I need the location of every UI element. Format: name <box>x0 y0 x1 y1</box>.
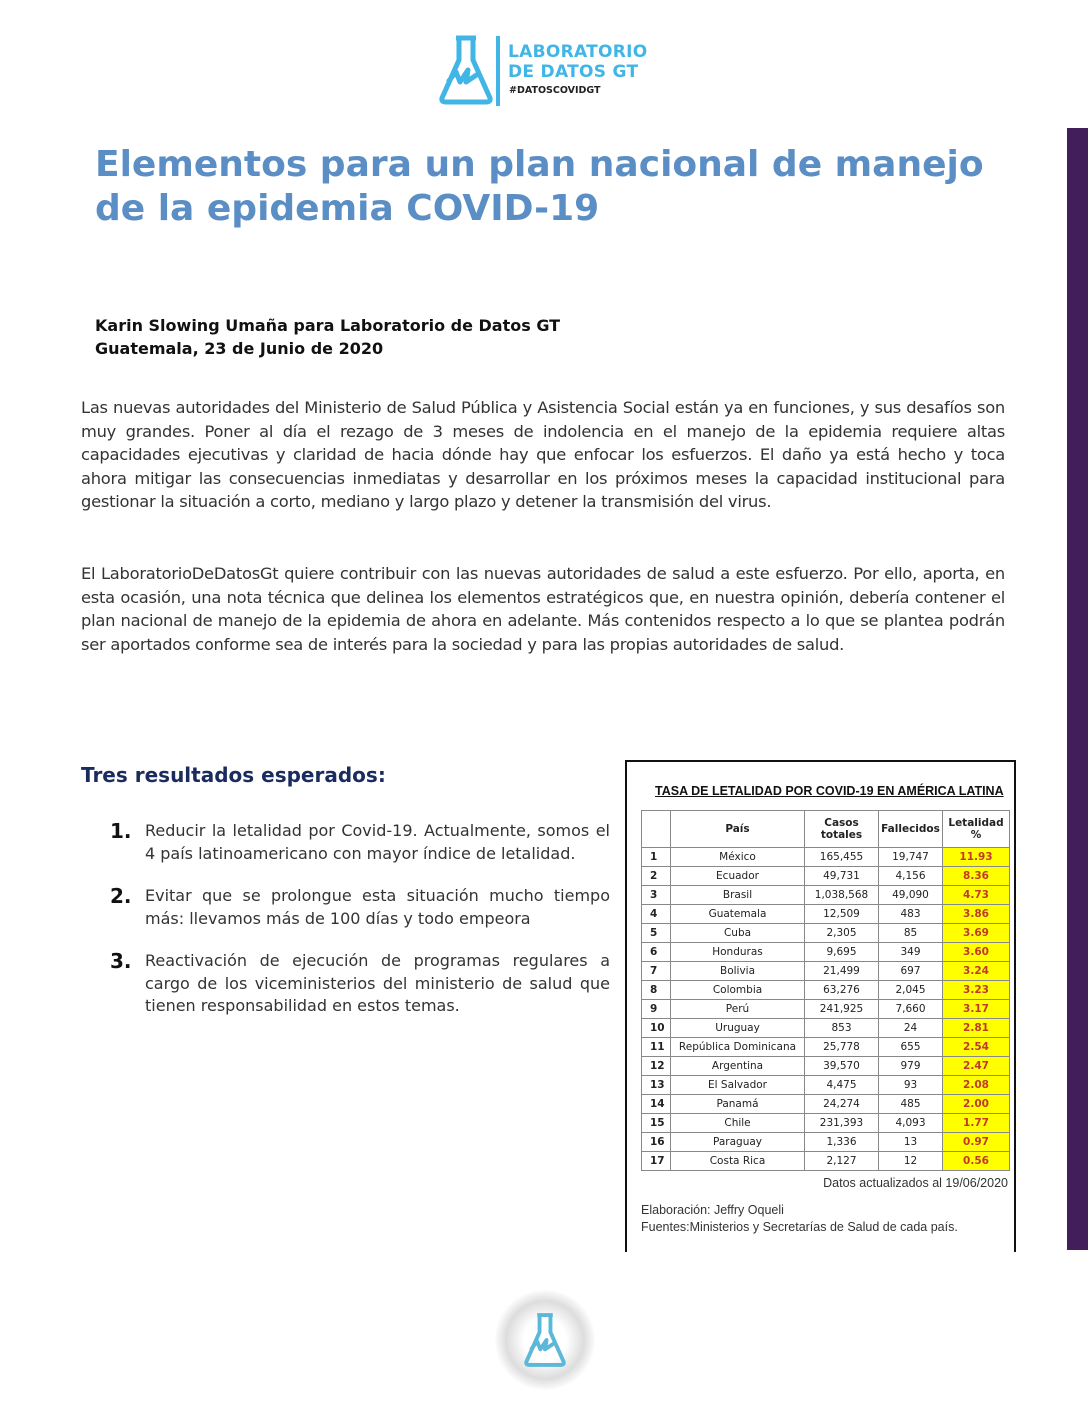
row-deaths: 979 <box>879 1057 943 1076</box>
logo-line-2: DE DATOS GT <box>508 62 639 82</box>
row-cases: 2,305 <box>805 924 879 943</box>
row-lethality: 2.81 <box>943 1019 1010 1038</box>
table-row <box>642 1000 1010 1019</box>
table-row <box>642 1152 1010 1171</box>
row-deaths: 4,093 <box>879 1114 943 1133</box>
row-cases: 1,038,568 <box>805 886 879 905</box>
row-cases: 2,127 <box>805 1152 879 1171</box>
row-country: México <box>671 848 805 867</box>
row-cases: 63,276 <box>805 981 879 1000</box>
row-deaths: 655 <box>879 1038 943 1057</box>
row-lethality: 3.23 <box>943 981 1010 1000</box>
results-list <box>110 820 610 1038</box>
row-rank: 13 <box>642 1076 671 1095</box>
result-number: 2. <box>110 884 132 908</box>
credit-sources: Fuentes:Ministerios y Secretarías de Salud de cada país. <box>641 1220 958 1234</box>
table-row <box>642 1076 1010 1095</box>
row-country: Bolivia <box>671 962 805 981</box>
row-deaths: 49,090 <box>879 886 943 905</box>
row-rank: 5 <box>642 924 671 943</box>
row-country: Cuba <box>671 924 805 943</box>
logo-hashtag: #DATOSCOVIDGT <box>509 85 601 96</box>
row-deaths: 19,747 <box>879 848 943 867</box>
table-row <box>642 943 1010 962</box>
row-country: Chile <box>671 1114 805 1133</box>
row-deaths: 13 <box>879 1133 943 1152</box>
results-heading: Tres resultados esperados: <box>81 763 386 787</box>
header-cases: Casos totales <box>805 811 879 848</box>
row-deaths: 485 <box>879 1095 943 1114</box>
row-cases: 4,475 <box>805 1076 879 1095</box>
row-country: Colombia <box>671 981 805 1000</box>
row-lethality: 2.08 <box>943 1076 1010 1095</box>
row-cases: 12,509 <box>805 905 879 924</box>
byline-place-date: Guatemala, 23 de Junio de 2020 <box>95 339 384 358</box>
row-lethality: 3.24 <box>943 962 1010 981</box>
side-accent-bar <box>1067 128 1088 1250</box>
header-lethality: Letalidad % <box>943 811 1010 848</box>
row-deaths: 483 <box>879 905 943 924</box>
table-row <box>642 1133 1010 1152</box>
table-row <box>642 1019 1010 1038</box>
table-row <box>642 924 1010 943</box>
row-lethality: 3.86 <box>943 905 1010 924</box>
result-number: 3. <box>110 949 132 973</box>
row-lethality: 4.73 <box>943 886 1010 905</box>
row-deaths: 12 <box>879 1152 943 1171</box>
flask-icon <box>520 1312 570 1368</box>
byline-author: Karin Slowing Umaña para Laboratorio de Datos GT <box>95 316 561 335</box>
row-deaths: 697 <box>879 962 943 981</box>
header-logo <box>438 34 668 108</box>
row-country: Perú <box>671 1000 805 1019</box>
row-rank: 7 <box>642 962 671 981</box>
intro-paragraph: Las nuevas autoridades del Ministerio de Salud Pública y Asistencia Social están ya en funciones, y sus desafíos son muy grandes. Poner al día el rezago de 3 meses de indolencia en el manejo de la epidemia requiere altas capacidades ejecutivas y claridad de hacia dónde hay que enfocar los esfuerzos. El daño ya está hecho y toca ahora mitigar las consecuencias inmediatas y desarrollar en los próximos meses la capacidad institucional para gestionar la situación a corto, mediano y largo plazo y detener la transmisión del virus. <box>81 398 1005 511</box>
row-lethality: 2.47 <box>943 1057 1010 1076</box>
row-rank: 4 <box>642 905 671 924</box>
row-rank: 1 <box>642 848 671 867</box>
header-rank <box>642 811 671 848</box>
row-country: República Dominicana <box>671 1038 805 1057</box>
footer-logo <box>495 1290 595 1390</box>
table-row <box>642 981 1010 1000</box>
row-cases: 24,274 <box>805 1095 879 1114</box>
row-deaths: 93 <box>879 1076 943 1095</box>
table-row <box>642 886 1010 905</box>
result-number: 1. <box>110 819 132 843</box>
row-lethality: 0.97 <box>943 1133 1010 1152</box>
table-row <box>642 962 1010 981</box>
row-country: Paraguay <box>671 1133 805 1152</box>
row-cases: 25,778 <box>805 1038 879 1057</box>
row-country: Argentina <box>671 1057 805 1076</box>
row-rank: 12 <box>642 1057 671 1076</box>
result-text: Reducir la letalidad por Covid-19. Actualmente, somos el 4 país latinoamericano con mayor índice de letalidad. <box>145 821 610 863</box>
row-country: Panamá <box>671 1095 805 1114</box>
row-rank: 17 <box>642 1152 671 1171</box>
result-text: Reactivación de ejecución de programas regulares a cargo de los viceministerios del ministerio de salud que tienen responsabilidad en estos temas. <box>145 951 610 1015</box>
lethality-table <box>641 810 1010 1171</box>
row-lethality: 2.00 <box>943 1095 1010 1114</box>
row-rank: 10 <box>642 1019 671 1038</box>
row-lethality: 8.36 <box>943 867 1010 886</box>
row-deaths: 7,660 <box>879 1000 943 1019</box>
row-rank: 6 <box>642 943 671 962</box>
row-lethality: 0.56 <box>943 1152 1010 1171</box>
row-cases: 1,336 <box>805 1133 879 1152</box>
row-country: Costa Rica <box>671 1152 805 1171</box>
row-country: Honduras <box>671 943 805 962</box>
table-row <box>642 1095 1010 1114</box>
row-lethality: 3.69 <box>943 924 1010 943</box>
list-item <box>110 885 610 930</box>
row-lethality: 3.17 <box>943 1000 1010 1019</box>
table-title: TASA DE LETALIDAD POR COVID-19 EN AMÉRICA LATINA <box>655 784 1004 798</box>
row-rank: 11 <box>642 1038 671 1057</box>
credit-author: Elaboración: Jeffry Oqueli <box>641 1203 784 1217</box>
row-rank: 16 <box>642 1133 671 1152</box>
table-body <box>642 848 1010 1171</box>
list-item <box>110 820 610 865</box>
row-deaths: 24 <box>879 1019 943 1038</box>
row-rank: 8 <box>642 981 671 1000</box>
lethality-table-figure <box>625 760 1016 1252</box>
page-title: Elementos para un plan nacional de manejo de la epidemia COVID-19 <box>95 144 984 229</box>
row-cases: 853 <box>805 1019 879 1038</box>
row-deaths: 2,045 <box>879 981 943 1000</box>
row-cases: 9,695 <box>805 943 879 962</box>
row-cases: 39,570 <box>805 1057 879 1076</box>
row-country: Uruguay <box>671 1019 805 1038</box>
row-country: El Salvador <box>671 1076 805 1095</box>
logo-line-1: LABORATORIO <box>508 42 648 62</box>
row-lethality: 2.54 <box>943 1038 1010 1057</box>
row-cases: 241,925 <box>805 1000 879 1019</box>
data-updated-note: Datos actualizados al 19/06/2020 <box>823 1176 1008 1190</box>
row-deaths: 4,156 <box>879 867 943 886</box>
table-row <box>642 867 1010 886</box>
table-row <box>642 1057 1010 1076</box>
row-lethality: 3.60 <box>943 943 1010 962</box>
row-cases: 231,393 <box>805 1114 879 1133</box>
row-deaths: 349 <box>879 943 943 962</box>
row-rank: 14 <box>642 1095 671 1114</box>
row-country: Brasil <box>671 886 805 905</box>
header-country: País <box>671 811 805 848</box>
table-header-row <box>642 811 1010 848</box>
row-cases: 21,499 <box>805 962 879 981</box>
row-cases: 49,731 <box>805 867 879 886</box>
result-text: Evitar que se prolongue esta situación mucho tiempo más: llevamos más de 100 días y todo empeora <box>145 886 610 928</box>
table-row <box>642 848 1010 867</box>
row-rank: 2 <box>642 867 671 886</box>
row-rank: 9 <box>642 1000 671 1019</box>
table-row <box>642 905 1010 924</box>
byline <box>95 314 560 360</box>
header-deaths: Fallecidos <box>879 811 943 848</box>
credits <box>641 1202 958 1236</box>
row-rank: 3 <box>642 886 671 905</box>
row-country: Guatemala <box>671 905 805 924</box>
logo-divider <box>496 36 500 106</box>
row-cases: 165,455 <box>805 848 879 867</box>
row-deaths: 85 <box>879 924 943 943</box>
row-lethality: 1.77 <box>943 1114 1010 1133</box>
row-country: Ecuador <box>671 867 805 886</box>
row-rank: 15 <box>642 1114 671 1133</box>
row-lethality: 11.93 <box>943 848 1010 867</box>
table-row <box>642 1114 1010 1133</box>
table-row <box>642 1038 1010 1057</box>
contribution-paragraph: El LaboratorioDeDatosGt quiere contribuir con las nuevas autoridades de salud a este esfuerzo. Por ello, aporta, en esta ocasión, una nota técnica que delinea los elementos estratégicos que, en nuestra opinión, debería contener el plan nacional de manejo de la epidemia de ahora en adelante. Más contenidos respecto a lo que se plantea podrán ser aportados conforme sea de interés para la sociedad y para las propias autoridades de salud. <box>81 564 1005 654</box>
flask-icon <box>438 34 494 106</box>
list-item <box>110 950 610 1018</box>
